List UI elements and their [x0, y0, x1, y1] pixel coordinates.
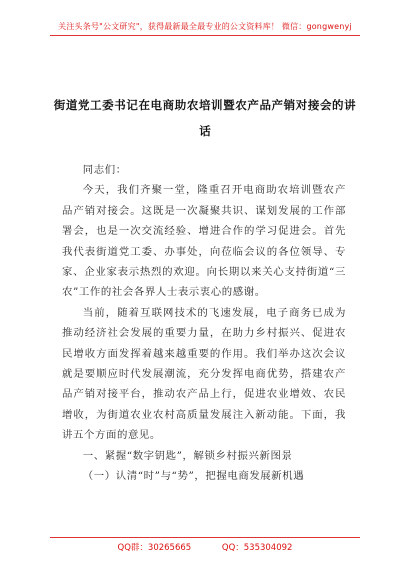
- section-heading: 一、紧握“数字钥匙”，解锁乡村振兴新图景: [82, 449, 293, 462]
- subsection-heading: （一）认清“时”与“势”，把握电商发展新机遇: [82, 470, 305, 483]
- header-banner: 关注头条号"公文研究"，获得最新最全最专业的公文资料库！ 微信：gongwenyj: [50, 21, 360, 36]
- salutation: 同志们：: [82, 164, 127, 176]
- footer-qq: QQ：535304092: [221, 543, 293, 553]
- footer-contact: [50, 537, 360, 553]
- body-paragraph: 今天，我们齐聚一堂，隆重召开电商助农培训暨农产品产销对接会。这既是一次凝聚共识、谋划发展的工作部署会，也是一次交流经验、增进合作的学习促进会。首先我代表街道党工委、办事处，向莅临会议的各位领导、专家、企业家表示热烈的欢迎。向长期以来关心支持街道“三农”工作的社会各界人士表示衷心的感谢。: [62, 184, 346, 299]
- document-title-continued: 话: [199, 124, 211, 138]
- footer-qq-group: QQ群：30265665: [117, 543, 192, 553]
- document-body: [62, 160, 346, 487]
- body-paragraph: 当前，随着互联网技术的飞速发展，电子商务已成为推动经济社会发展的重要力量，在助力乡村振兴、促进农民增收方面发挥着越来越重要的作用。我们举办这次会议就是要顺应时代发展潮流，充分发挥电商优势，搭建农产品产销对接平台，推动农产品上行，促进农业增效、农民增收，为街道农业农村高质量发展注入新动能。下面，我讲五个方面的意见。: [62, 306, 346, 442]
- document-title: 街道党工委书记在电商助农培训暨农产品产销对接会的讲: [53, 98, 357, 112]
